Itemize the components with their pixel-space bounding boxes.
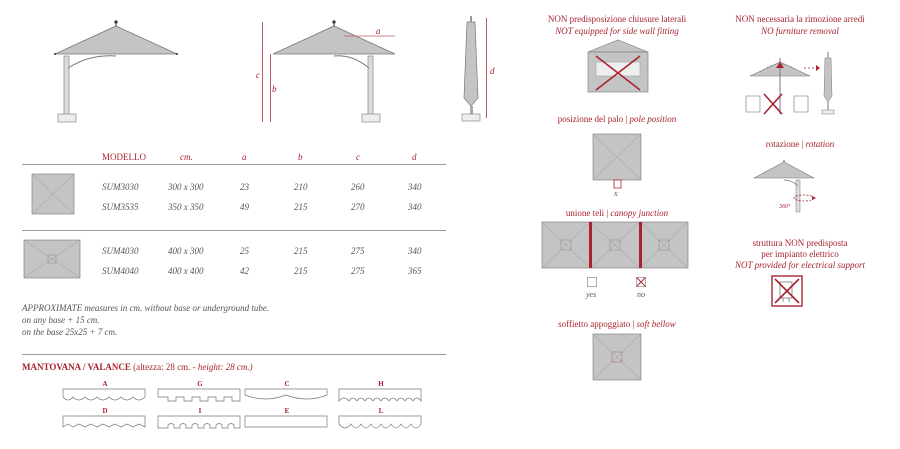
table-row-3-size: 400 x 300 [168,246,204,256]
side-wall-icon [578,38,658,98]
feature-junction-en: canopy junction [610,208,669,218]
feature-junction-title [530,208,704,218]
feature-rotation-it: rotazione | [765,139,806,149]
table-row-4-c: 275 [351,266,365,276]
pole-position-icon [593,134,673,196]
col-header-d: d [412,152,417,162]
col-header-cm: cm. [180,152,193,162]
feature-junction-it: unione teli | [565,208,611,218]
valance-letter-h: H [378,380,384,388]
valance-shape-i [158,416,242,432]
dimension-line-c [262,22,263,122]
feature-bellow-en: soft bellow [636,319,676,329]
table-row-3-d: 340 [408,246,422,256]
feature-pole-en: pole position [629,114,677,124]
table-row-4-size: 400 x 400 [168,266,204,276]
table-row-4-model: SUM4040 [102,266,139,276]
umbrella-side-view-2 [268,18,408,128]
feature-pole-title [530,114,704,124]
table-row-1-size: 300 x 300 [168,182,204,192]
valance-shape-d [63,416,147,432]
furniture-removal-icon [742,44,852,118]
table-row-2-size: 350 x 350 [168,202,204,212]
table-row-2-model: SUM3535 [102,202,139,212]
table-row-4-d: 365 [408,266,422,276]
table-row-4-b: 215 [294,266,308,276]
canopy-junction-icon [542,222,692,272]
note-base-25: on the base 25x25 + 7 cm. [22,327,118,337]
feature-furniture-subtitle: NO furniture removal [761,26,839,36]
feature-bellow-title [530,319,704,329]
valance-shape-h [339,389,423,405]
valance-shape-a [63,389,147,405]
feature-rotation-title [708,139,892,149]
feature-side-wall-title: NON predisposizione chiusure laterali [547,14,687,24]
canopy-rect-thumb [24,240,84,282]
valance-divider [22,354,446,355]
valance-subtitle: (altezza: 28 cm. - [133,362,198,372]
valance-title: MANTOVANA / VALANCE [22,362,131,372]
junction-no-checkbox [636,277,648,289]
pole-position-mark: x [614,189,618,198]
feature-electrical-subtitle: NOT provided for electrical support [735,260,865,270]
valance-letter-d: D [102,407,108,415]
valance-subtitle-en: height: 28 cm.) [197,362,253,372]
valance-letter-i: I [198,407,202,415]
valance-letter-g: G [197,380,203,388]
table-row-4-a: 42 [240,266,249,276]
dimension-label-c: c [256,70,260,80]
valance-shape-g [158,389,242,405]
rotation-icon [752,158,832,218]
table-row-1-c: 260 [351,182,365,192]
junction-yes-label: yes [586,290,597,299]
table-divider-top [22,164,446,165]
valance-shape-e [245,416,329,432]
table-row-3-c: 275 [351,246,365,256]
feature-side-wall-subtitle: NOT equipped for side wall fitting [555,26,679,36]
feature-electrical-line1: struttura NON predisposta [752,238,848,248]
feature-electrical-line2: per impianto elettrico [761,249,839,259]
col-header-c: c [356,152,360,162]
valance-shape-l [339,416,423,434]
table-row-3-model: SUM4030 [102,246,139,256]
dimension-label-a: a [376,26,381,36]
feature-rotation-en: rotation [805,139,835,149]
table-row-2-d: 340 [408,202,422,212]
note-any-base: on any base + 15 cm. [22,315,100,325]
table-row-2-a: 49 [240,202,249,212]
valance-letter-e: E [284,407,290,415]
junction-no-label: no [637,290,645,299]
feature-pole-it: posizione del palo | [557,114,630,124]
col-header-b: b [298,152,303,162]
canopy-square-thumb [32,174,76,216]
valance-letter-a: A [102,380,108,388]
no-electrical-icon [771,275,805,309]
valance-letter-c: C [284,380,290,388]
dimension-label-b: b [272,84,277,94]
umbrella-side-view-1 [50,18,190,128]
table-row-1-b: 210 [294,182,308,192]
feature-bellow-it: soffietto appoggiato | [558,319,637,329]
feature-furniture-title: NON necessaria la rimozione arredi [735,14,865,24]
dimension-label-d: d [490,66,495,76]
valance-shape-c [245,389,329,405]
table-row-1-model: SUM3030 [102,182,139,192]
valance-letter-l: L [378,407,384,415]
rotation-mark: 360° [779,204,791,210]
dimension-line-d [486,18,487,118]
valance-heading [22,362,253,372]
table-row-3-a: 25 [240,246,249,256]
table-row-3-b: 215 [294,246,308,256]
table-row-1-a: 23 [240,182,249,192]
junction-yes-checkbox [587,277,599,289]
table-row-2-c: 270 [351,202,365,212]
note-approximate: APPROXIMATE measures in cm. without base or underground tube. [22,303,270,313]
table-row-2-b: 215 [294,202,308,212]
col-header-a: a [242,152,247,162]
col-header-model: MODELLO [102,152,146,162]
soft-bellow-icon [593,334,645,384]
table-row-1-d: 340 [408,182,422,192]
table-divider-middle [22,230,446,231]
